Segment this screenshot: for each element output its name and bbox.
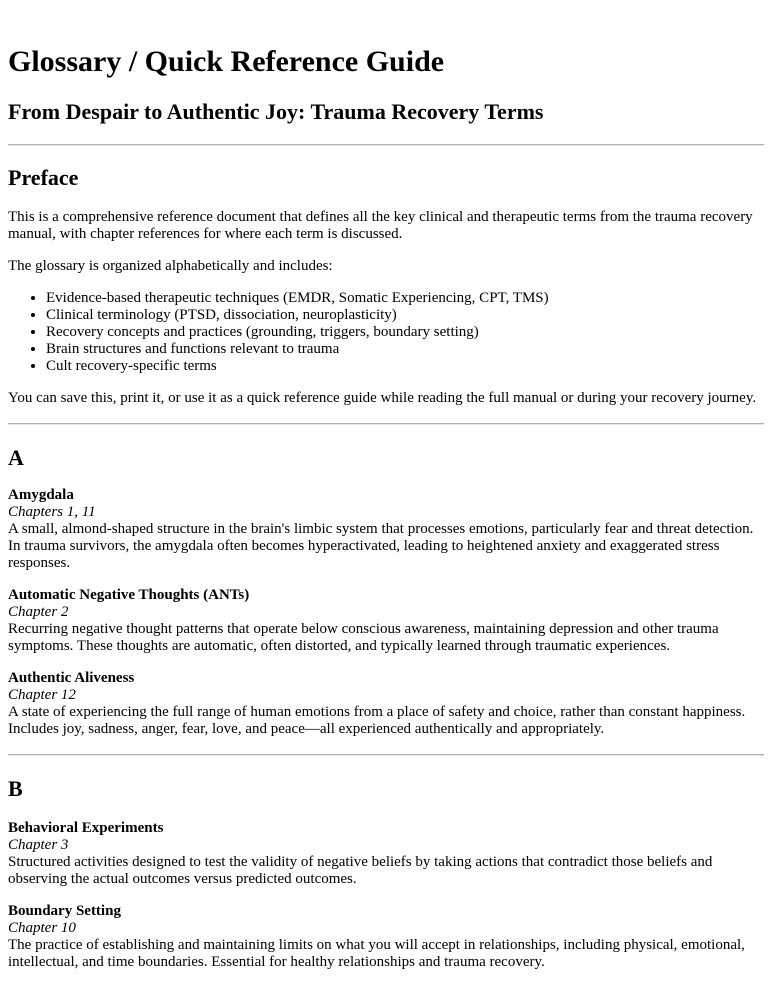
glossary-entry (8, 587, 764, 655)
preface-heading: Preface (8, 165, 79, 190)
entry-term: Authentic Aliveness (8, 670, 135, 686)
entry-term: Amygdala (8, 487, 74, 503)
list-item: • Recovery concepts and practices (grounding, triggers, boundary setting) (46, 324, 764, 341)
divider (8, 423, 764, 425)
section-b (8, 776, 764, 971)
entry-term: Boundary Setting (8, 903, 121, 919)
preface-section (8, 165, 764, 407)
entry-definition: Structured activities designed to test the validity of negative beliefs by taking actions that contradict those beliefs and observing the actual outcomes versus predicted outcomes. (8, 854, 713, 887)
page-subtitle: From Despair to Authentic Joy: Trauma Recovery Terms (8, 99, 544, 124)
entry-chapters: Chapter 12 (8, 687, 76, 703)
entry-definition: The practice of establishing and maintaining limits on what you will accept in relationships, including physical, emotional, intellectual, and time boundaries. Essential for healthy relationships and trauma recovery. (8, 937, 745, 970)
preface-organized: The glossary is organized alphabetically and includes: (8, 258, 333, 274)
section-a (8, 445, 764, 738)
entry-chapters: Chapter 3 (8, 837, 69, 853)
divider (8, 144, 764, 146)
glossary-entry (8, 487, 764, 572)
entry-chapters: Chapters 1, 11 (8, 504, 96, 520)
section-letter: B (8, 776, 23, 801)
preface-list (8, 290, 764, 375)
entry-term: Automatic Negative Thoughts (ANTs) (8, 587, 250, 603)
entry-definition: A state of experiencing the full range of human emotions from a place of safety and choice, rather than constant happiness. Includes joy, sadness, anger, fear, love, and peace—all experienced authentically and appropriately. (8, 704, 746, 737)
list-item: • Brain structures and functions relevant to trauma (46, 341, 764, 358)
glossary-entry (8, 670, 764, 738)
preface-closing: You can save this, print it, or use it as a quick reference guide while reading the full manual or during your recovery journey. (8, 390, 757, 406)
glossary-entry (8, 820, 764, 888)
entry-chapters: Chapter 10 (8, 920, 76, 936)
glossary-entry (8, 903, 764, 971)
divider (8, 754, 764, 756)
list-item: • Cult recovery-specific terms (46, 358, 764, 375)
preface-intro: This is a comprehensive reference document that defines all the key clinical and therapeutic terms from the trauma recovery manual, with chapter references for where each term is discussed. (8, 209, 753, 242)
page-title: Glossary / Quick Reference Guide (8, 45, 445, 78)
entry-chapters: Chapter 2 (8, 604, 69, 620)
list-item: • Evidence-based therapeutic techniques (EMDR, Somatic Experiencing, CPT, TMS) (46, 290, 764, 307)
entry-definition: Recurring negative thought patterns that operate below conscious awareness, maintaining depression and other trauma symptoms. These thoughts are automatic, often distorted, and typically learned through traumatic experiences. (8, 621, 719, 654)
entry-term: Behavioral Experiments (8, 820, 164, 836)
list-item: • Clinical terminology (PTSD, dissociation, neuroplasticity) (46, 307, 764, 324)
entry-definition: A small, almond-shaped structure in the brain's limbic system that processes emotions, particularly fear and threat detection. In trauma survivors, the amygdala often becomes hyperactivated, leading to heightened anxiety and exaggerated stress responses. (8, 521, 754, 571)
section-letter: A (8, 445, 24, 470)
